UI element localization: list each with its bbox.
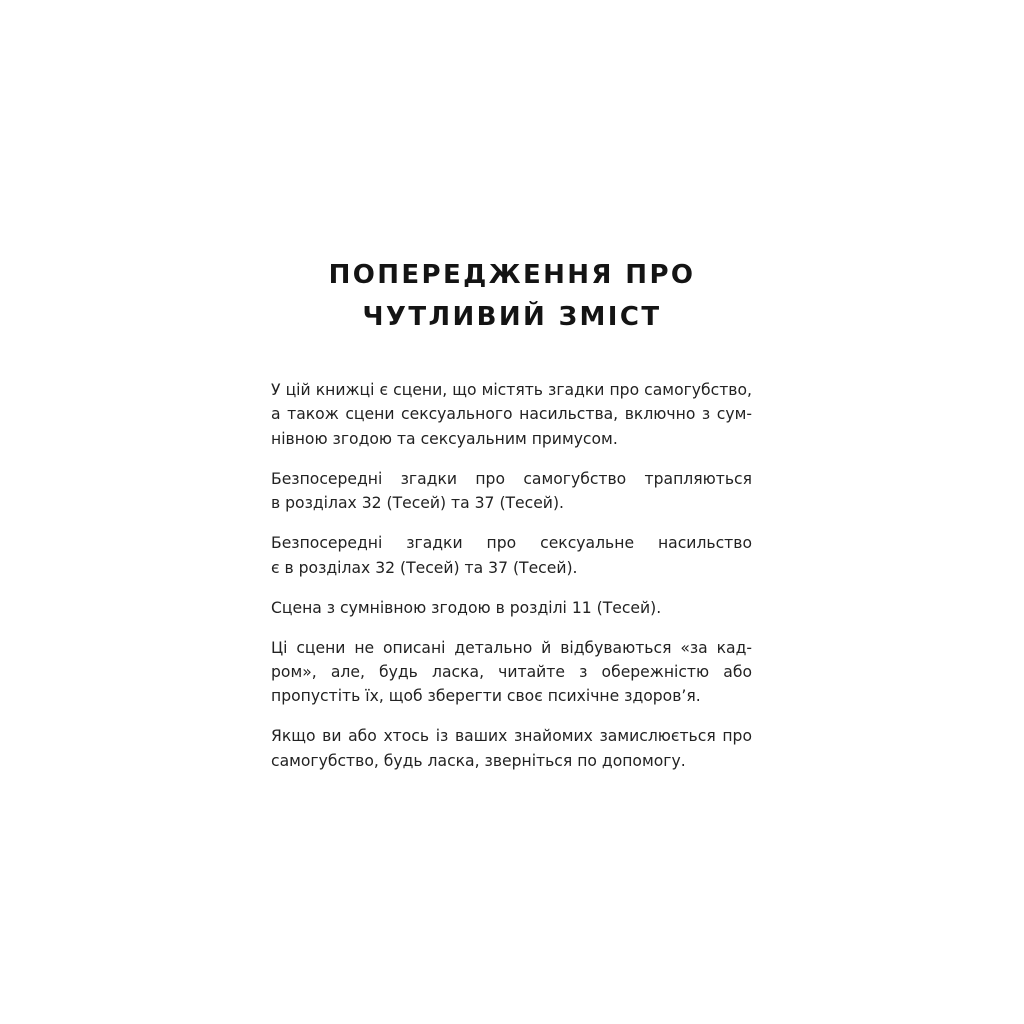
paragraph-consent-chapter bbox=[271, 596, 752, 620]
paragraph-violence-chapters bbox=[271, 531, 752, 580]
paragraph-suicide-chapters bbox=[271, 467, 752, 516]
text-line: є в розділах 32 (Тесей) та 37 (Тесей). bbox=[271, 558, 578, 577]
paragraph-help-notice bbox=[271, 724, 752, 773]
text-line: пропустіть їх, щоб зберегти своє психічне здоров’я. bbox=[271, 687, 701, 706]
title-line-1: ПОПЕРЕДЖЕННЯ ПРО bbox=[328, 260, 696, 290]
text-line: нівною згодою та сексуальним примусом. bbox=[271, 429, 618, 448]
text-line: в розділах 32 (Тесей) та 37 (Тесей). bbox=[271, 494, 564, 513]
text-line: а також сцени сексуального насильства, включно з сум- bbox=[271, 405, 752, 424]
title-line-2: ЧУТЛИВИЙ ЗМІСТ bbox=[362, 302, 662, 332]
text-line: Ці сцени не описані детально й відбуваються «за кад- bbox=[271, 638, 752, 657]
text-line: Якщо ви або хтось із ваших знайомих замислюється про bbox=[271, 727, 752, 746]
text-line: самогубство, будь ласка, зверніться по допомогу. bbox=[271, 751, 686, 770]
page-title bbox=[262, 254, 762, 338]
text-line: Сцена з сумнівною згодою в розділі 11 (Тесей). bbox=[271, 598, 662, 617]
paragraph-content-summary bbox=[271, 378, 752, 451]
text-line: ром», але, будь ласка, читайте з обережністю або bbox=[271, 663, 752, 682]
paragraph-reading-advice bbox=[271, 636, 752, 709]
text-line: Безпосередні згадки про самогубство трапляються bbox=[271, 469, 752, 488]
warning-text bbox=[271, 378, 752, 789]
text-line: У цій книжці є сцени, що містять згадки про самогубство, bbox=[271, 381, 752, 399]
text-line: Безпосередні згадки про сексуальне насильство bbox=[271, 534, 752, 553]
